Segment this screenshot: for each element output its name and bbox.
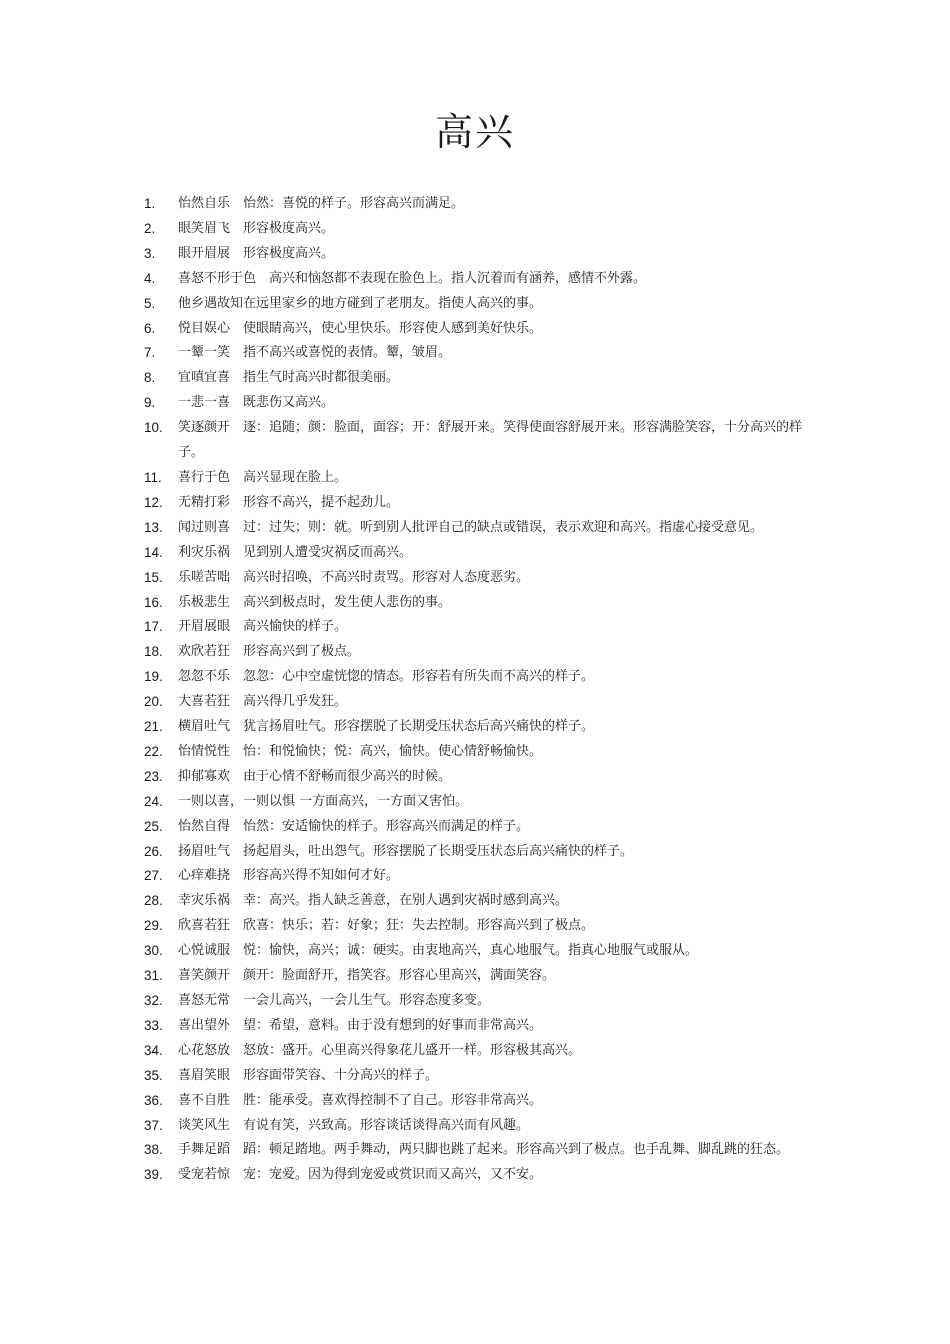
list-item — [0, 591, 950, 616]
item-text: 宜嗔宜喜 指生气时高兴时都很美丽。 — [178, 370, 400, 386]
item-number: 19. — [144, 669, 163, 685]
list-item — [0, 217, 950, 242]
item-text: 心花怒放 怒放：盛开。心里高兴得象花儿盛开一样。形容极其高兴。 — [178, 1042, 582, 1058]
item-text: 一悲一喜 既悲伤又高兴。 — [178, 395, 335, 411]
item-number: 8. — [144, 370, 156, 386]
item-text: 扬眉吐气 扬起眉头，吐出怨气。形容摆脱了长期受压状态后高兴痛快的样子。 — [178, 843, 634, 859]
list-item — [0, 1014, 950, 1039]
list-item — [0, 765, 950, 790]
item-text: 怡然自得 怡然：安适愉快的样子。形容高兴而满足的样子。 — [178, 818, 530, 834]
list-item — [0, 889, 950, 914]
list-item — [0, 466, 950, 491]
item-text: 笑逐颜开 逐：追随；颜：脸面，面容；开：舒展开来。笑得使面容舒展开来。形容满脸笑容，十分高兴的样子。 — [178, 420, 803, 461]
item-number: 6. — [144, 320, 156, 336]
list-item — [0, 615, 950, 640]
list-item — [0, 790, 950, 815]
item-text: 一则以喜，一则以惧 一方面高兴，一方面又害怕。 — [178, 793, 469, 809]
item-number: 24. — [144, 793, 163, 809]
list-item — [0, 541, 950, 566]
item-text: 喜怒无常 一会儿高兴，一会儿生气。形容态度多变。 — [178, 993, 491, 1008]
item-number: 1. — [144, 196, 156, 211]
item-number: 26. — [144, 843, 163, 859]
item-text: 欢欣若狂 形容高兴到了极点。 — [178, 644, 361, 660]
list-item — [0, 267, 950, 292]
item-number: 39. — [144, 1167, 163, 1183]
item-number: 5. — [144, 295, 156, 311]
item-text: 他乡遇故知在远里家乡的地方碰到了老朋友。指使人高兴的事。 — [178, 295, 543, 311]
item-number: 10. — [144, 420, 163, 436]
item-number: 12. — [144, 494, 163, 510]
item-number: 33. — [144, 1017, 163, 1033]
item-number: 9. — [144, 395, 156, 411]
item-text: 乐极悲生 高兴到极点时，发生使人悲伤的事。 — [178, 594, 452, 610]
list-item — [0, 840, 950, 865]
item-text: 眼笑眉飞 形容极度高兴。 — [178, 220, 335, 236]
item-text: 怡然自乐 怡然：喜悦的样子。形容高兴而满足。 — [178, 196, 465, 211]
item-number: 11. — [144, 469, 162, 485]
item-number: 30. — [144, 943, 163, 959]
item-number: 13. — [144, 519, 163, 535]
item-number: 18. — [144, 644, 163, 660]
item-number: 34. — [144, 1042, 163, 1058]
list-item — [0, 864, 950, 889]
list-item — [0, 366, 950, 391]
item-text: 喜眉笑眼 形容面带笑容、十分高兴的样子。 — [178, 1067, 439, 1083]
list-item — [0, 566, 950, 591]
idiom-list — [0, 192, 950, 1188]
item-number: 14. — [144, 544, 163, 560]
item-number: 27. — [144, 868, 163, 884]
list-item — [0, 815, 950, 840]
item-number: 38. — [144, 1142, 163, 1158]
item-text: 喜怒不形于色 高兴和恼怒都不表现在脸色上。指人沉着而有涵养，感情不外露。 — [178, 270, 647, 286]
item-number: 4. — [144, 270, 156, 286]
item-number: 31. — [144, 968, 163, 984]
list-item — [0, 1114, 950, 1139]
item-text: 大喜若狂 高兴得几乎发狂。 — [178, 694, 348, 710]
list-item — [0, 914, 950, 939]
item-text: 闻过则喜 过：过失；则：就。听到别人批评自己的缺点或错误，表示欢迎和高兴。指虚心接受意见。 — [178, 519, 764, 535]
list-item — [0, 317, 950, 342]
list-item — [0, 416, 950, 466]
item-text: 欣喜若狂 欣喜：快乐；若：好象；狂：失去控制。形容高兴到了极点。 — [178, 918, 595, 934]
item-text: 乐嗟苦咄 高兴时招唤，不高兴时责骂。形容对人态度恶劣。 — [178, 569, 530, 585]
item-number: 15. — [144, 569, 163, 585]
item-number: 23. — [144, 768, 163, 784]
list-item — [0, 341, 950, 366]
list-item — [0, 740, 950, 765]
item-number: 36. — [144, 1092, 163, 1108]
list-item — [0, 964, 950, 989]
list-item — [0, 192, 950, 217]
item-number: 28. — [144, 893, 163, 909]
list-item — [0, 690, 950, 715]
list-item — [0, 989, 950, 1014]
item-text: 喜笑颜开 颜开：脸面舒开，指笑容。形容心里高兴，满面笑容。 — [178, 968, 556, 984]
item-text: 一颦一笑 指不高兴或喜悦的表情。颦，皱眉。 — [178, 345, 452, 361]
page-title: 高兴 — [434, 110, 515, 154]
item-text: 手舞足蹈 蹈：顿足踏地。两手舞动，两只脚也跳了起来。形容高兴到了极点。也手乱舞、脚乱跳的狂态。 — [178, 1142, 790, 1158]
list-item — [0, 292, 950, 317]
item-text: 无精打彩 形容不高兴，提不起劲儿。 — [178, 494, 400, 510]
item-text: 悦目娱心 使眼睛高兴，使心里快乐。形容使人感到美好快乐。 — [178, 320, 543, 336]
item-text: 幸灾乐祸 幸：高兴。指人缺乏善意，在别人遇到灾祸时感到高兴。 — [178, 893, 569, 909]
list-item — [0, 391, 950, 416]
list-item — [0, 665, 950, 690]
item-text: 谈笑风生 有说有笑，兴致高。形容谈话谈得高兴而有风趣。 — [178, 1117, 530, 1133]
list-item — [0, 1089, 950, 1114]
item-number: 22. — [144, 743, 163, 759]
item-text: 抑郁寡欢 由于心情不舒畅而很少高兴的时候。 — [178, 768, 452, 784]
item-text: 喜行于色 高兴显现在脸上。 — [178, 469, 348, 485]
item-text: 心痒难挠 形容高兴得不知如何才好。 — [178, 868, 400, 884]
item-number: 37. — [144, 1117, 163, 1133]
item-text: 忽忽不乐 忽忽：心中空虚恍惚的情态。形容若有所失而不高兴的样子。 — [178, 669, 595, 685]
list-item — [0, 242, 950, 267]
item-number: 3. — [144, 245, 156, 261]
item-number: 29. — [144, 918, 163, 934]
list-item — [0, 715, 950, 740]
item-number: 32. — [144, 993, 163, 1008]
item-number: 25. — [144, 818, 163, 834]
item-number: 17. — [144, 619, 163, 635]
list-item — [0, 1064, 950, 1089]
item-text: 横眉吐气 犹言扬眉吐气。形容摆脱了长期受压状态后高兴痛快的样子。 — [178, 719, 595, 735]
item-number: 20. — [144, 694, 163, 710]
item-text: 心悦诚服 悦：愉快，高兴；诚：硬实。由衷地高兴，真心地服气。指真心地服气或服从。 — [178, 943, 699, 959]
item-text: 受宠若惊 宠：宠爱。因为得到宠爱或赏识而又高兴，又不安。 — [178, 1167, 543, 1183]
list-item — [0, 939, 950, 964]
item-number: 35. — [144, 1067, 163, 1083]
list-item — [0, 491, 950, 516]
item-number: 16. — [144, 594, 163, 610]
list-item — [0, 1039, 950, 1064]
list-item — [0, 640, 950, 665]
item-text: 喜不自胜 胜：能承受。喜欢得控制不了自己。形容非常高兴。 — [178, 1092, 543, 1108]
item-number: 2. — [144, 220, 156, 236]
item-number: 7. — [144, 345, 156, 361]
item-text: 眼开眉展 形容极度高兴。 — [178, 245, 335, 261]
item-text: 开眉展眼 高兴愉快的样子。 — [178, 619, 348, 635]
list-item — [0, 516, 950, 541]
item-number: 21. — [144, 719, 163, 735]
list-item — [0, 1138, 950, 1163]
item-text: 利灾乐祸 见到别人遭受灾祸反而高兴。 — [178, 544, 413, 560]
item-text: 喜出望外 望：希望，意料。由于没有想到的好事而非常高兴。 — [178, 1017, 543, 1033]
list-item — [0, 1163, 950, 1188]
item-text: 怡情悦性 怡：和悦愉快；悦：高兴，愉快。使心情舒畅愉快。 — [178, 743, 543, 759]
